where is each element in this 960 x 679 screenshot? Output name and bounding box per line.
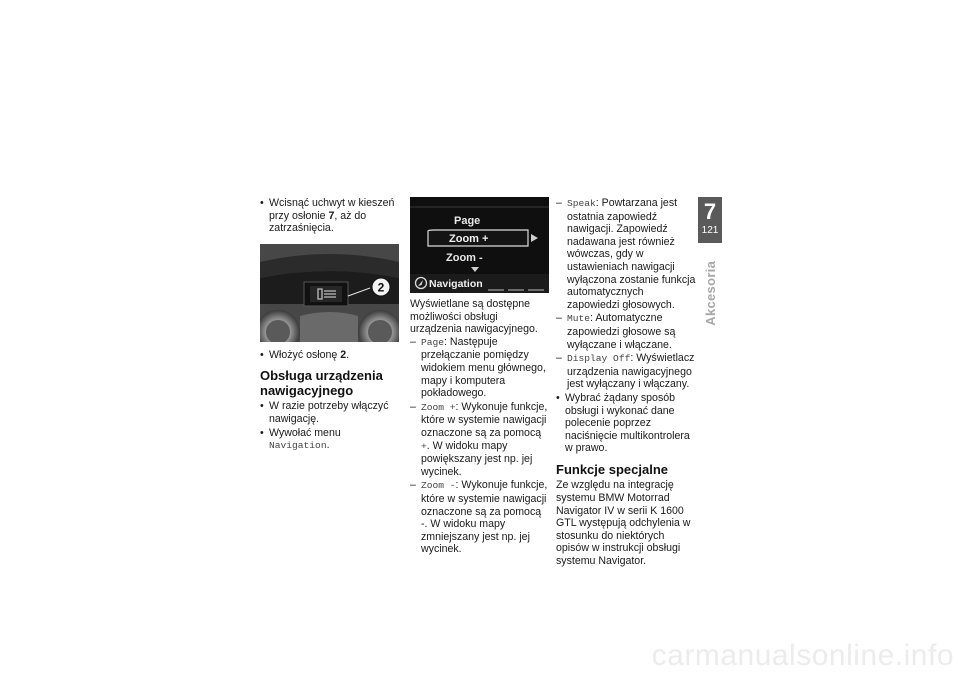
watermark: carmanualsonline.info	[651, 639, 954, 672]
menu-footer-title: Navigation	[429, 278, 483, 290]
section-title: Akcesoria	[702, 260, 718, 326]
page-number: 121	[701, 225, 719, 236]
chapter-number: 7	[703, 199, 717, 224]
heading-special-functions: Funkcje specjalne	[556, 461, 668, 477]
step-open-menu: • Wywołać menu Navigation.	[260, 427, 399, 453]
special-functions-body: Ze względu na integrację systemu BMW Motorrad Navigator IV w serii K 1600 GTL występują odchylenia w stosunku do niektórych opisów w instrukcji obsługi systemu Navigator.	[556, 479, 691, 567]
navigation-menu-screen	[410, 197, 549, 293]
callout-number: 2	[377, 280, 385, 295]
instrument-cluster-photo	[260, 244, 399, 342]
column-2	[410, 197, 549, 557]
menu-item-zoom-minus: Zoom -	[446, 252, 483, 264]
menu-item-zoom-plus: Zoom +	[449, 233, 489, 245]
option-mute: – Mute: Automatyczne zapowiedzi głosowe są wyłączane i włączane.	[556, 312, 696, 351]
section-label	[700, 248, 722, 338]
option-zoom-minus: – Zoom -: Wykonuje funkcje, które w systemie nawigacji oznaczone są za pomocą -. W widoku mapy zmniejszany jest np. jej wycinek.	[410, 479, 549, 556]
step-enable-navigation: • W razie potrzeby włączyć nawigację.	[260, 400, 399, 425]
heading-navigation-operation: Obsługa urządzenia nawigacyjnego	[260, 368, 383, 398]
cluster-illustration	[260, 244, 399, 342]
menu-item-page: Page	[454, 215, 481, 227]
chapter-tab	[698, 197, 722, 243]
options-intro: Wyświetlane są dostępne możliwości obsługi urządzenia nawigacyjnego.	[410, 298, 538, 336]
column-3	[556, 197, 696, 568]
step-insert-holder: • Wcisnąć uchwyt w kieszeń przy osłonie 7, aż do zatrzaśnięcia.	[260, 197, 399, 235]
menu-display	[410, 197, 549, 293]
option-page: – Page: Następuje przełączanie pomiędzy widokiem menu głównego, mapy i komputera pokładowego.	[410, 336, 549, 400]
option-display-off: – Display Off: Wyświetlacz urządzenia nawigacyjnego jest wyłączany i włączany.	[556, 352, 696, 391]
option-speak: – Speak: Powtarzana jest ostatnia zapowiedź nawigacji. Zapowiedź nadawana jest również wówczas, gdy w ustawieniach nawigacji wyłączona zostanie funkcja automatycznych zapowiedzi głosowych.	[556, 197, 696, 311]
step-insert-cover: • Włożyć osłonę 2.	[260, 349, 399, 362]
option-zoom-plus: – Zoom +: Wykonuje funkcje, które w systemie nawigacji oznaczone są za pomocą +. W widoku mapy powiększany jest np. jej wycinek.	[410, 401, 549, 479]
step-select-option: • Wybrać żądany sposób obsługi i wykonać dane polecenie poprzez naciśnięcie multikontrolera w prawo.	[556, 392, 696, 455]
column-1	[260, 197, 399, 454]
